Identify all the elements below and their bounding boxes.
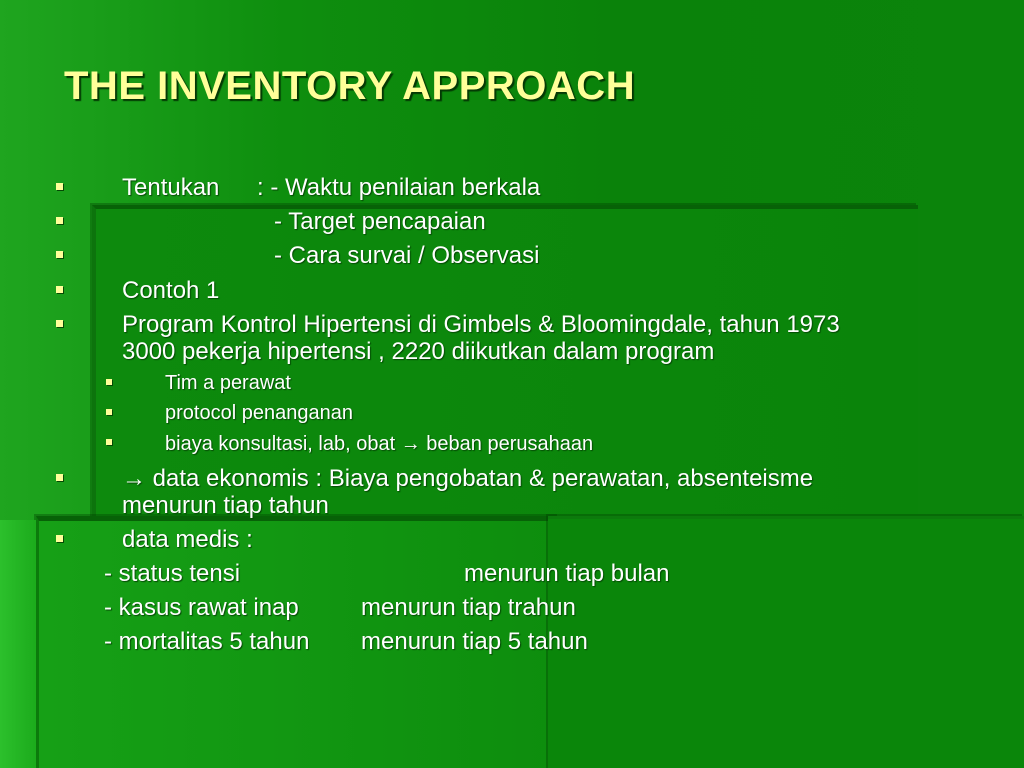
bullet-icon — [56, 474, 63, 481]
medis-row-label: - mortalitas 5 tahun — [104, 628, 310, 655]
medis-row-value: menurun tiap 5 tahun — [361, 628, 588, 655]
medis-row-value: menurun tiap trahun — [361, 594, 576, 621]
bullet-text-line1 — [122, 465, 813, 493]
arrow-icon: → — [400, 433, 421, 455]
sub-bullet-icon — [106, 409, 112, 415]
bullet-icon — [56, 251, 63, 258]
bullet-text-part: data ekonomis : Biaya pengobatan & perawatan, absenteisme — [152, 465, 814, 492]
bullet-icon — [56, 183, 63, 190]
bullet-icon — [56, 535, 63, 542]
bullet-label: Tentukan — [122, 174, 220, 201]
slide-title: THE INVENTORY APPROACH — [64, 64, 636, 108]
sub-bullet-text-part: biaya konsultasi, lab, obat — [165, 433, 396, 455]
sub-bullet-text: Tim a perawat — [165, 372, 291, 394]
sub-bullet-text — [165, 432, 593, 456]
bullet-text-line1: Program Kontrol Hipertensi di Gimbels & Bloomingdale, tahun 1973 — [122, 311, 840, 338]
bullet-text: data medis : — [122, 526, 253, 553]
sub-bullet-text-part: beban perusahaan — [426, 433, 594, 455]
bullet-text: : - Waktu penilaian berkala — [257, 174, 541, 201]
bullet-text-line2: menurun tiap tahun — [122, 492, 329, 519]
arrow-icon: → — [122, 465, 146, 492]
medis-row-label: - status tensi — [104, 560, 241, 587]
bullet-text: - Target pencapaian — [274, 208, 486, 235]
bullet-icon — [56, 217, 63, 224]
sub-bullet-text: protocol penanganan — [165, 402, 353, 424]
medis-row-label: - kasus rawat inap — [104, 594, 299, 621]
bullet-icon — [56, 320, 63, 327]
bullet-text: - Cara survai / Observasi — [274, 242, 540, 269]
medis-row-value: menurun tiap bulan — [464, 560, 670, 587]
bullet-text: Contoh 1 — [122, 277, 220, 304]
bullet-icon — [56, 286, 63, 293]
bullet-text-line2: 3000 pekerja hipertensi , 2220 diikutkan dalam program — [122, 338, 715, 365]
sub-bullet-icon — [106, 439, 112, 445]
sub-bullet-icon — [106, 379, 112, 385]
